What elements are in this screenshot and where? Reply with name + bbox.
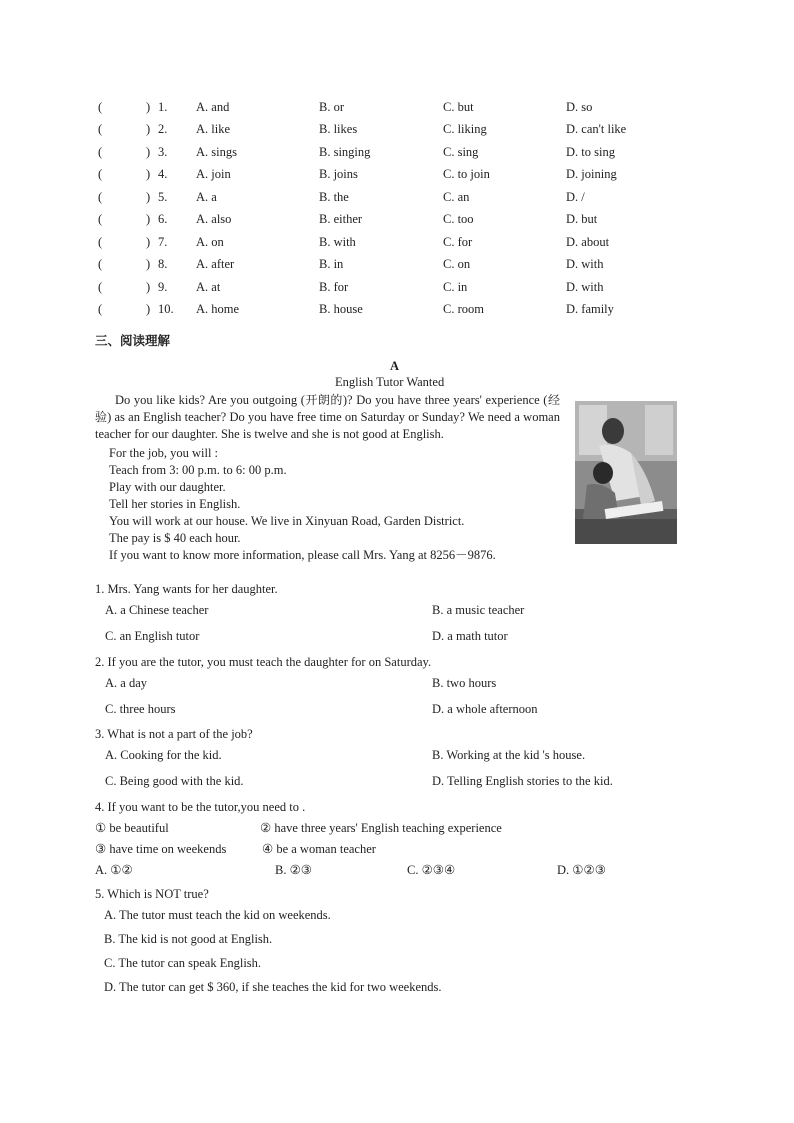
option-d: D. ①②③ [557, 863, 606, 877]
option-c: C. three hours [105, 702, 176, 716]
option-c: C. but [443, 100, 474, 114]
option-c: C. an English tutor [105, 629, 200, 643]
answer-paren-close: ) [146, 167, 151, 181]
option-d: D. so [566, 100, 593, 114]
question-number: 6. [158, 212, 168, 226]
option-a: A. also [196, 212, 232, 226]
answer-paren-close: ) [146, 302, 151, 316]
option-b: B. in [319, 257, 344, 271]
question-number: 2. [158, 122, 168, 136]
cloze-row [0, 302, 794, 322]
option-a: A. home [196, 302, 240, 316]
answer-paren-open: ( [98, 235, 103, 249]
option-d: D. a whole afternoon [432, 702, 538, 716]
question-stem: 1. Mrs. Yang wants for her daughter. [95, 582, 278, 596]
option-c: C. in [443, 280, 468, 294]
option-b: B. joins [319, 167, 358, 181]
option-d: D. Telling English stories to the kid. [432, 774, 613, 788]
option-b: B. ②③ [275, 863, 312, 877]
option-c: C. too [443, 212, 474, 226]
cloze-row [0, 190, 794, 210]
option-a: A. at [196, 280, 221, 294]
passage-text: Do you like kids? Are you outgoing ( [115, 393, 305, 407]
choice-item: ④ be a woman teacher [262, 842, 376, 856]
option-b: B. for [319, 280, 349, 294]
option-a: A. a [196, 190, 217, 204]
option-b: B. likes [319, 122, 358, 136]
answer-paren-open: ( [98, 100, 103, 114]
option-a: A. ①② [95, 863, 133, 877]
passage-text: ) as an English teacher? Do you have free time on Saturday or Sunday? We need a woman teacher for our daughter. She is twelve and she is not good at English. [95, 410, 560, 441]
option-d: D. / [566, 190, 585, 204]
option-c: C. Being good with the kid. [105, 774, 244, 788]
cloze-row [0, 122, 794, 142]
answer-paren-open: ( [98, 190, 103, 204]
answer-paren-close: ) [146, 190, 151, 204]
tutor-photo-illustration [575, 401, 677, 544]
option-c: C. liking [443, 122, 487, 136]
answer-paren-close: ) [146, 145, 151, 159]
question-number: 5. [158, 190, 168, 204]
question-stem: 2. If you are the tutor, you must teach the daughter for on Saturday. [95, 655, 432, 669]
answer-paren-close: ) [146, 257, 151, 271]
option-a: A. on [196, 235, 224, 249]
answer-paren-close: ) [146, 235, 151, 249]
cloze-row [0, 257, 794, 277]
cloze-row [0, 212, 794, 232]
contact-info: If you want to know more information, please call Mrs. Yang at 8256－9876. [109, 548, 496, 562]
option-c: C. to join [443, 167, 490, 181]
passage-text: )? Do you have three years' experience ( [342, 393, 548, 407]
tutor-photo [575, 401, 677, 544]
option-b: B. singing [319, 145, 371, 159]
question-stem: 4. If you want to be the tutor,you need to . [95, 800, 306, 814]
answer-paren-open: ( [98, 145, 103, 159]
duty-item: Play with our daughter. [109, 480, 226, 494]
answer-paren-open: ( [98, 212, 103, 226]
answer-paren-open: ( [98, 167, 103, 181]
cloze-row [0, 235, 794, 255]
question-stem: 5. Which is NOT true? [95, 887, 209, 901]
question-number: 8. [158, 257, 168, 271]
option-d: D. to sing [566, 145, 615, 159]
option-b: B. either [319, 212, 363, 226]
passage-body [95, 392, 560, 564]
option-d: D. The tutor can get $ 360, if she teaches the kid for two weekends. [104, 980, 442, 994]
choice-item: ② have three years' English teaching experience [260, 821, 502, 835]
choice-item: ③ have time on weekends [95, 842, 227, 856]
answer-paren-open: ( [98, 280, 103, 294]
option-a: A. a Chinese teacher [105, 603, 209, 617]
passage-title: English Tutor Wanted [335, 375, 445, 389]
cloze-row [0, 280, 794, 300]
answer-paren-close: ) [146, 212, 151, 226]
option-d: D. with [566, 280, 604, 294]
option-a: A. and [196, 100, 230, 114]
question-number: 10. [158, 302, 174, 316]
answer-paren-close: ) [146, 100, 151, 114]
question-number: 4. [158, 167, 168, 181]
question-number: 1. [158, 100, 168, 114]
cloze-row [0, 100, 794, 120]
duty-item: Teach from 3: 00 p.m. to 6: 00 p.m. [109, 463, 287, 477]
option-d: D. can't like [566, 122, 627, 136]
question-number: 9. [158, 280, 168, 294]
option-a: A. Cooking for the kid. [105, 748, 222, 762]
option-c: C. for [443, 235, 473, 249]
option-c: C. ②③④ [407, 863, 456, 877]
option-b: B. or [319, 100, 344, 114]
cloze-row [0, 145, 794, 165]
answer-paren-open: ( [98, 302, 103, 316]
option-b: B. with [319, 235, 356, 249]
question-stem: 3. What is not a part of the job? [95, 727, 253, 741]
option-b: B. Working at the kid 's house. [432, 748, 586, 762]
pay-info: The pay is $ 40 each hour. [109, 531, 241, 545]
gloss-experience: 经验 [95, 393, 560, 424]
option-c: C. an [443, 190, 470, 204]
question-number: 7. [158, 235, 168, 249]
option-c: C. sing [443, 145, 479, 159]
passage-paragraph [95, 392, 560, 443]
option-d: D. a math tutor [432, 629, 508, 643]
option-c: C. The tutor can speak English. [104, 956, 262, 970]
option-b: B. the [319, 190, 349, 204]
option-b: B. house [319, 302, 363, 316]
option-c: C. room [443, 302, 484, 316]
option-d: D. family [566, 302, 614, 316]
passage-letter: A [390, 359, 400, 373]
option-b: B. two hours [432, 676, 497, 690]
option-d: D. about [566, 235, 610, 249]
option-d: D. with [566, 257, 604, 271]
answer-paren-close: ) [146, 122, 151, 136]
option-d: D. joining [566, 167, 617, 181]
option-a: A. after [196, 257, 235, 271]
duty-item: Tell her stories in English. [109, 497, 241, 511]
option-a: A. The tutor must teach the kid on weekends. [104, 908, 331, 922]
option-a: A. a day [105, 676, 147, 690]
option-b: B. a music teacher [432, 603, 525, 617]
option-a: A. like [196, 122, 231, 136]
section-title: 三、阅读理解 [95, 333, 171, 348]
question-number: 3. [158, 145, 168, 159]
job-intro: For the job, you will : [109, 446, 219, 460]
gloss-outgoing: 开朗的 [304, 393, 343, 407]
answer-paren-open: ( [98, 257, 103, 271]
option-c: C. on [443, 257, 471, 271]
work-location: You will work at our house. We live in Xinyuan Road, Garden District. [109, 514, 465, 528]
choice-item: ① be beautiful [95, 821, 169, 835]
option-a: A. join [196, 167, 231, 181]
option-d: D. but [566, 212, 598, 226]
cloze-row [0, 167, 794, 187]
answer-paren-open: ( [98, 122, 103, 136]
option-a: A. sings [196, 145, 237, 159]
option-b: B. The kid is not good at English. [104, 932, 273, 946]
answer-paren-close: ) [146, 280, 151, 294]
